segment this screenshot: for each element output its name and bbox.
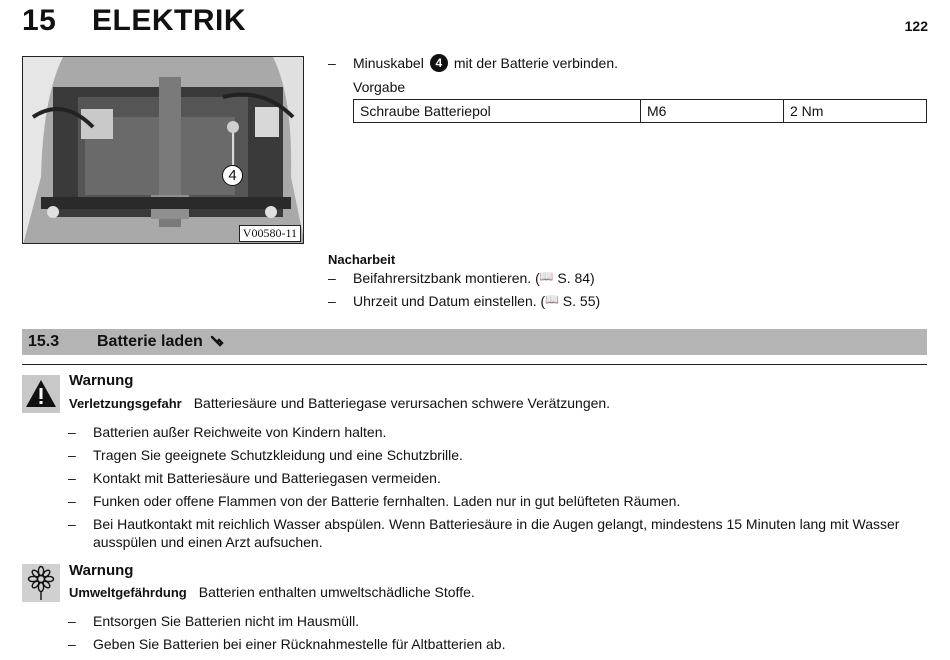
list-dash: –: [68, 447, 76, 463]
battery-photo: [22, 56, 304, 244]
figure-code: V00580-11: [239, 225, 301, 242]
list-item: [68, 612, 908, 630]
section-header: [22, 329, 927, 355]
section-title-text: Batterie laden: [97, 333, 203, 350]
book-icon: 📖: [545, 294, 559, 306]
spec-size: M6: [641, 100, 784, 123]
list-item: [68, 492, 908, 510]
warning-item-text: Geben Sie Batterien bei einer Rücknahmestelle für Altbatterien ab.: [93, 636, 506, 652]
spec-row: [354, 100, 927, 123]
list-item: [328, 270, 595, 286]
page-number: 122: [904, 18, 928, 34]
step-text-after: mit der Batterie verbinden.: [453, 55, 619, 71]
warning-item-text: Funken oder offene Flammen von der Batterie fernhalten. Laden nur in gut belüfteten Räumen.: [93, 493, 681, 509]
list-dash: –: [328, 293, 336, 309]
environment-flower-icon: [22, 564, 60, 602]
warning-description: Batterien enthalten umweltschädliche Stoffe.: [198, 584, 475, 600]
list-dash: –: [328, 55, 336, 71]
list-dash: –: [68, 516, 76, 532]
warning-title: Warnung: [69, 562, 134, 579]
warning-title: Warnung: [69, 372, 134, 389]
warning-label: Umweltgefährdung: [69, 585, 187, 600]
spec-table: [353, 99, 927, 123]
rework-title: Nacharbeit: [328, 252, 396, 267]
callout-4-badge: 4: [430, 54, 448, 72]
list-item: [68, 469, 908, 487]
book-icon: 📖: [539, 271, 554, 283]
warning-item-text: Batterien außer Reichweite von Kindern halten.: [93, 424, 387, 440]
spec-label: Vorgabe: [353, 79, 406, 95]
warning-text: [69, 395, 610, 411]
section-title: [97, 333, 224, 351]
chapter-title: ELEKTRIK: [92, 4, 246, 37]
photo-callout-4: 4: [222, 165, 243, 186]
chapter-number: 15: [22, 4, 57, 37]
warning-item-text: Entsorgen Sie Batterien nicht im Hausmüll.: [93, 613, 360, 629]
list-item: [68, 635, 908, 653]
list-item: [328, 293, 600, 309]
section-number: 15.3: [28, 333, 60, 350]
warning-triangle-icon: [22, 375, 60, 413]
rework-item-text: Uhrzeit und Datum einstellen. (: [353, 293, 546, 309]
list-dash: –: [68, 636, 76, 652]
spec-item: Schraube Batteriepol: [354, 100, 641, 123]
list-item: [68, 423, 908, 441]
rework-item-ref[interactable]: S. 84): [557, 270, 595, 286]
list-item: [68, 515, 908, 551]
list-dash: –: [68, 424, 76, 440]
warning-description: Batteriesäure und Batteriegase verursachen schwere Verätzungen.: [193, 395, 611, 411]
rework-item-text: Beifahrersitzbank montieren. (: [353, 270, 540, 286]
warning-text: [69, 584, 475, 600]
list-dash: –: [68, 470, 76, 486]
list-dash: –: [68, 613, 76, 629]
warning-item-text: Tragen Sie geeignete Schutzkleidung und eine Schutzbrille.: [93, 447, 463, 463]
step-text-before: Minuskabel: [353, 55, 424, 71]
wrench-icon: [210, 335, 224, 347]
step-instruction: [328, 54, 618, 72]
list-item: [68, 446, 908, 464]
rework-item-ref[interactable]: S. 55): [562, 293, 601, 309]
warning-item-text: Bei Hautkontakt mit reichlich Wasser abspülen. Wenn Batteriesäure in die Augen gelangt, mindestens 15 Minuten lang mit Wasser ausspülen und einen Arzt aufsuchen.: [93, 516, 900, 550]
warning-label: Verletzungsgefahr: [69, 396, 182, 411]
warning-item-text: Kontakt mit Batteriesäure und Batteriegasen vermeiden.: [93, 470, 441, 486]
list-dash: –: [68, 493, 76, 509]
spec-torque: 2 Nm: [784, 100, 927, 123]
list-dash: –: [328, 270, 336, 286]
battery-photo-illustration: [23, 57, 304, 244]
section-divider: [22, 364, 927, 365]
